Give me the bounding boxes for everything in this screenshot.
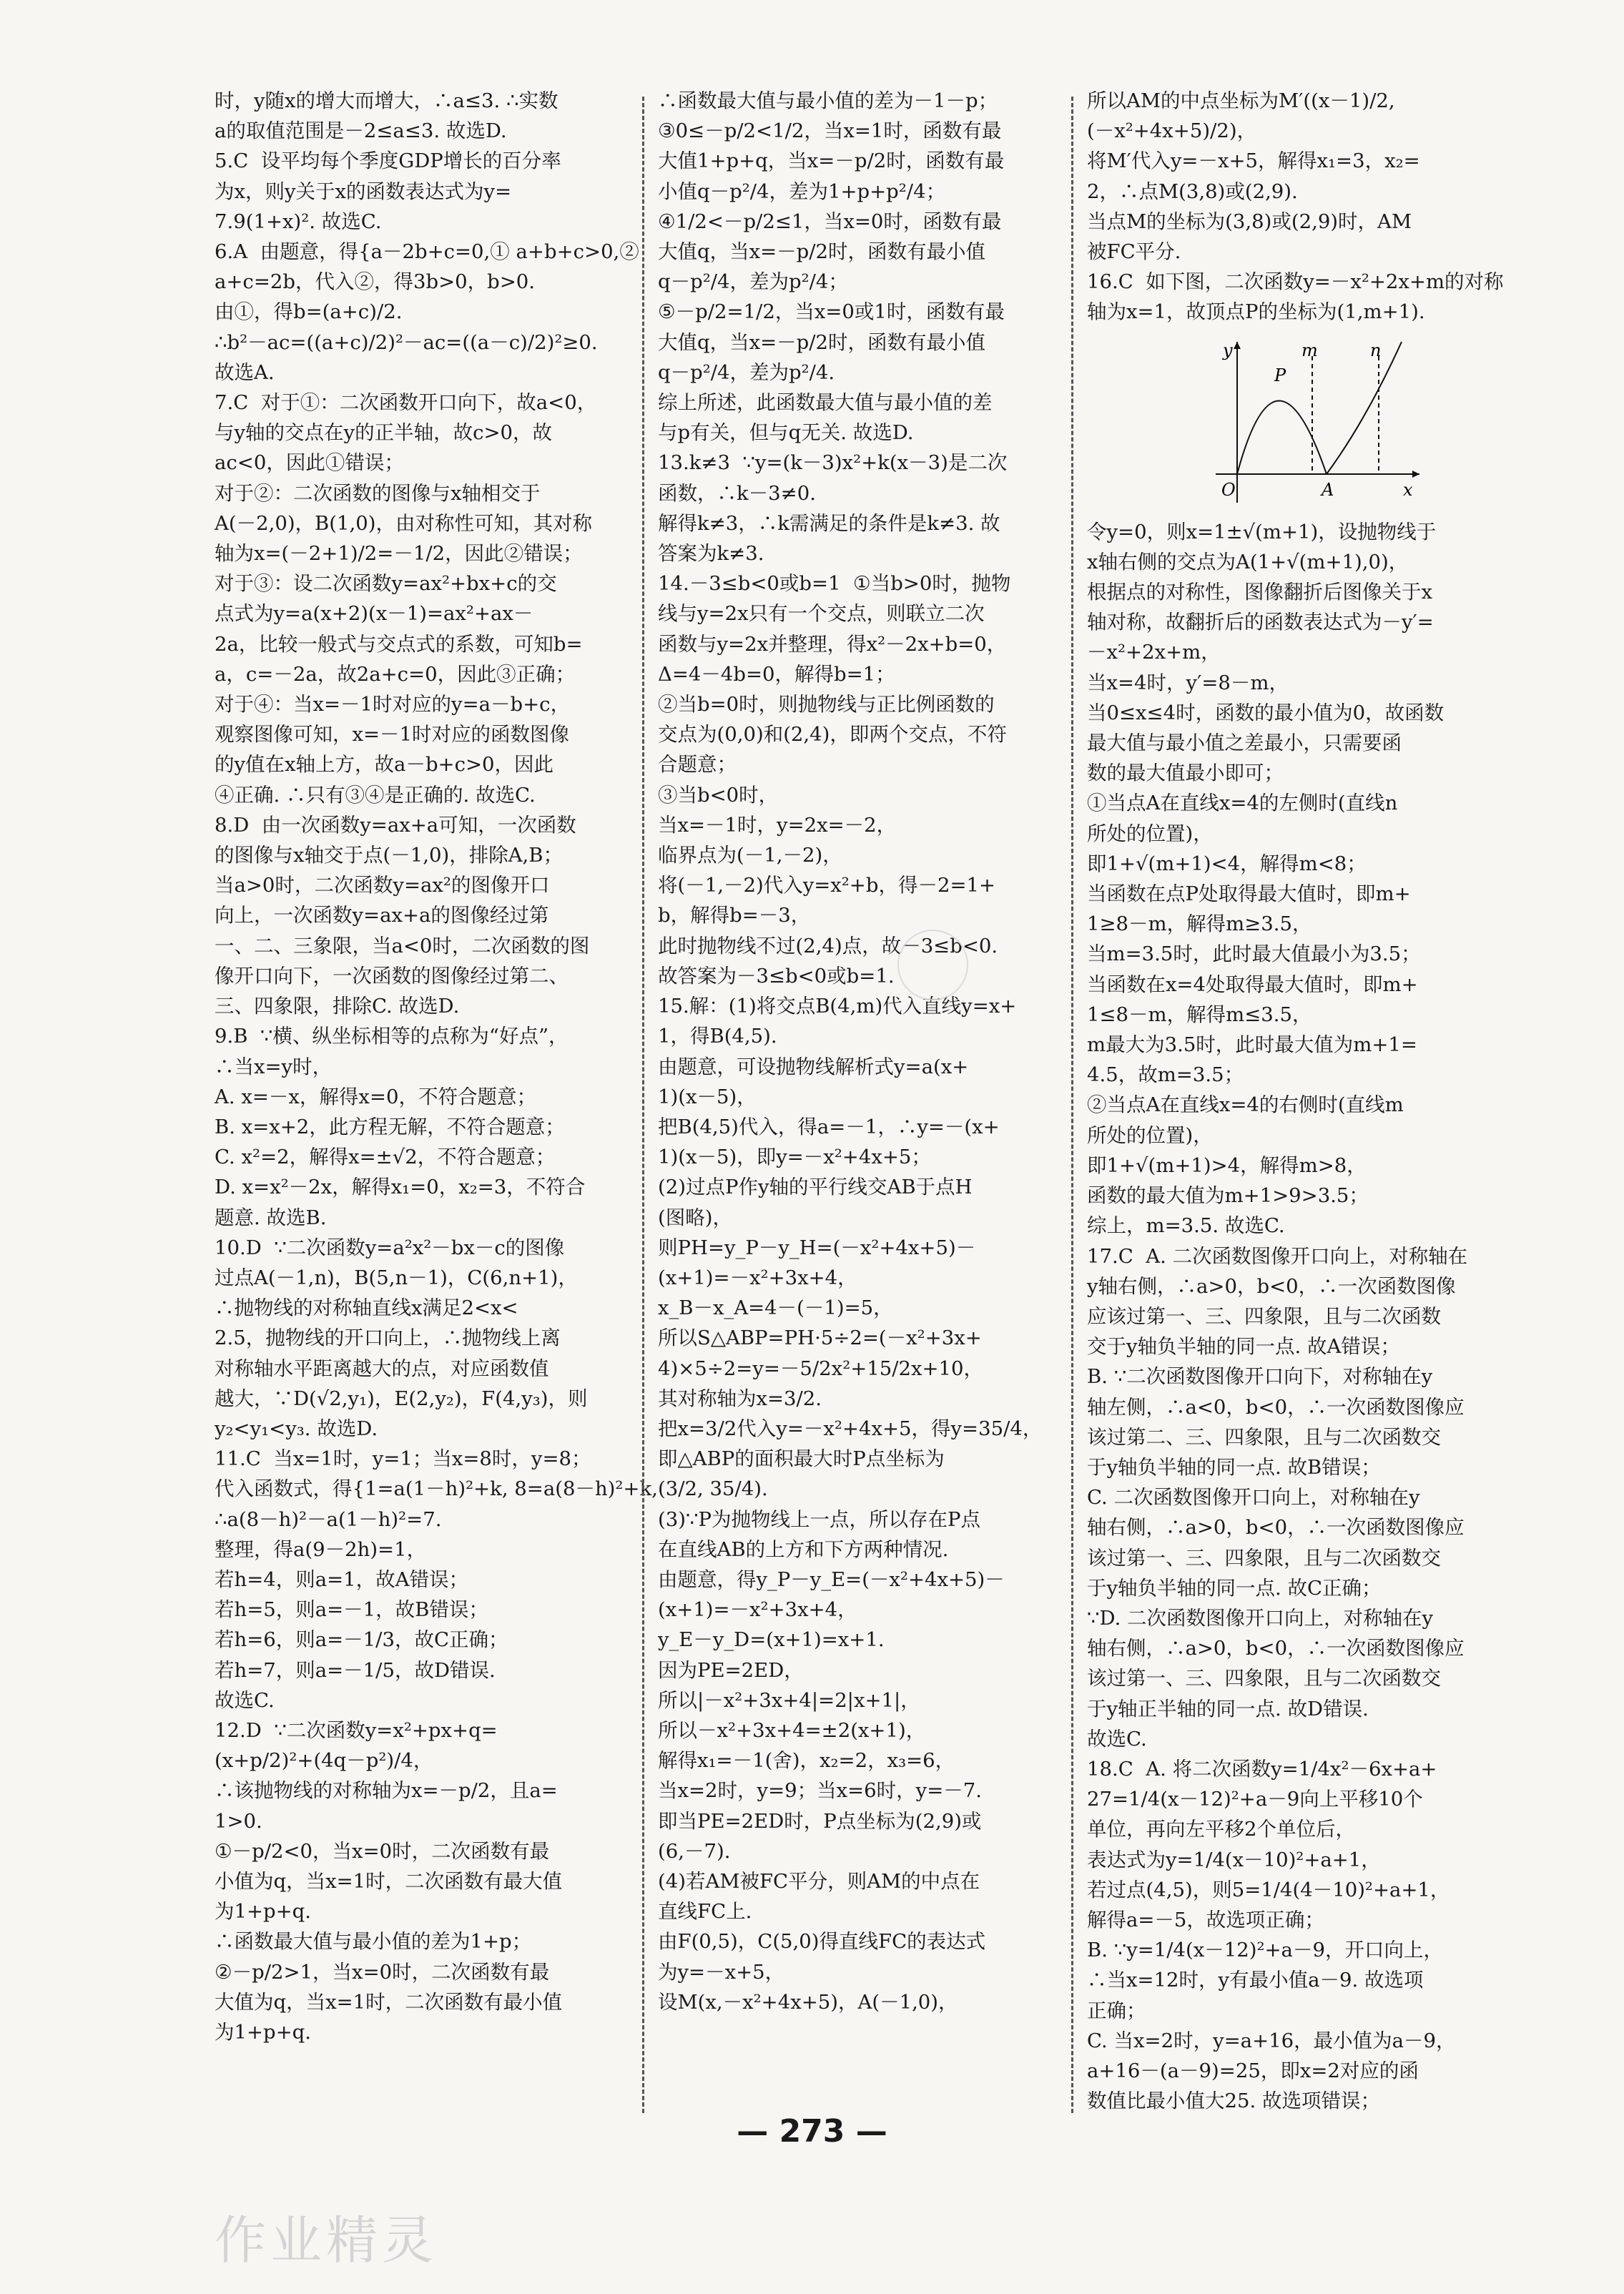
text-line: 被FC平分. bbox=[1087, 240, 1181, 264]
text-line: C. 二次函数图像开口向上，对称轴在y bbox=[1087, 1486, 1420, 1510]
text-line: 为1+p+q. bbox=[215, 1900, 312, 1924]
parabola-curve bbox=[1237, 400, 1327, 474]
text-line: 越大，∵D(√2,y₁)，E(2,y₂)，F(4,y₃)，则 bbox=[215, 1387, 588, 1410]
text-line: 答案为k≠3. bbox=[658, 542, 764, 566]
text-line: x轴右侧的交点为A(1+√(m+1),0)， bbox=[1087, 550, 1409, 574]
text-line: 轴为x=1，故顶点P的坐标为(1,m+1). bbox=[1087, 300, 1425, 324]
column-divider bbox=[1071, 97, 1073, 2113]
text-line: 1)(x－5)， bbox=[658, 1085, 757, 1108]
text-line: 像开口向下，一次函数的图像经过第二、 bbox=[215, 964, 569, 988]
text-line: －x²+2x+m， bbox=[1087, 641, 1221, 664]
text-line: 由题意，可设抛物线解析式y=a(x+ bbox=[658, 1055, 969, 1078]
text-line: 15.解：(1)将交点B(4,m)代入直线y=x+ bbox=[658, 995, 1017, 1018]
text-line: B. ∵二次函数图像开口向下，对称轴在y bbox=[1087, 1365, 1433, 1389]
right-column-bottom bbox=[1087, 517, 1487, 2117]
text-line: 即1+√(m+1)>4，解得m>8， bbox=[1087, 1153, 1367, 1177]
text-line: 一、二、三象限，当a<0时，二次函数的图 bbox=[215, 934, 590, 958]
text-line: ∴a(8－h)²－a(1－h)²=7. bbox=[215, 1507, 442, 1531]
text-line: (x+1)=－x²+3x+4， bbox=[658, 1266, 857, 1289]
text-line: 的图像与x轴交于点(－1,0)，排除A,B； bbox=[215, 844, 564, 867]
text-line: 点式为y=a(x+2)(x－1)=ax²+ax－ bbox=[215, 602, 533, 626]
text-line: a+16－(a－9)=25，即x=2对应的函 bbox=[1087, 2059, 1419, 2082]
text-line: 1>0. bbox=[215, 1809, 262, 1833]
text-line: 应该过第一、三、四象限，且与二次函数 bbox=[1087, 1304, 1441, 1328]
text-line: ∴当x=y时， bbox=[215, 1055, 333, 1078]
parabola-graph bbox=[1209, 335, 1423, 510]
text-line: 小值为q，当x=1时，二次函数有最大值 bbox=[215, 1869, 563, 1893]
line-n-label: n bbox=[1370, 340, 1382, 360]
text-line: 轴左侧，∴a<0，b<0，∴一次函数图像应 bbox=[1087, 1395, 1465, 1419]
stamp-mark bbox=[897, 930, 968, 1000]
text-line: ∴函数最大值与最小值的差为1+p； bbox=[215, 1930, 532, 1954]
text-line: 的y值在x轴上方，故a－b+c>0，因此 bbox=[215, 753, 554, 777]
text-line: 于y轴负半轴的同一点. 故B错误； bbox=[1087, 1455, 1381, 1479]
text-line: (4)若AM被FC平分，则AM的中点在 bbox=[658, 1869, 980, 1893]
text-line: 若h=6，则a=－1/3，故C正确； bbox=[215, 1628, 508, 1652]
text-line: 综上，m=3.5. 故选C. bbox=[1087, 1214, 1285, 1238]
text-line: 把B(4,5)代入，得a=－1，∴y=－(x+ bbox=[658, 1115, 1000, 1138]
text-line: ∴抛物线的对称轴直线x满足2<x< bbox=[215, 1296, 518, 1320]
text-line: 17.C A. 二次函数图像开口向上，对称轴在 bbox=[1087, 1244, 1468, 1268]
text-line: 为y=－x+5， bbox=[658, 1960, 785, 1984]
text-line: y₂<y₁<y₃. 故选D. bbox=[215, 1417, 378, 1440]
text-line: 解得x₁=－1(舍)，x₂=2，x₃=6， bbox=[658, 1749, 955, 1773]
text-line: 当x=－1时，y=2x=－2， bbox=[658, 813, 897, 837]
column-middle bbox=[658, 86, 1058, 2017]
text-line: ac<0，因此①错误； bbox=[215, 451, 404, 475]
text-line: 7.C 对于①：二次函数开口向下，故a<0， bbox=[215, 391, 597, 415]
text-line: a的取值范围是－2≤a≤3. 故选D. bbox=[215, 119, 507, 143]
text-line: 当a>0时，二次函数y=ax²的图像开口 bbox=[215, 874, 550, 897]
text-line: 在直线AB的上方和下方两种情况. bbox=[658, 1537, 949, 1561]
text-line: 若过点(4,5)，则5=1/4(4－10)²+a+1， bbox=[1087, 1878, 1450, 1901]
text-line: 为x，则y关于x的函数表达式为y= bbox=[215, 179, 512, 203]
text-line: 将(－1,－2)代入y=x²+b，得－2=1+ bbox=[658, 874, 996, 897]
text-line: 27=1/4(x－12)²+a－9向上平移10个 bbox=[1087, 1788, 1423, 1811]
text-line: 由题意，得y_P－y_E=(－x²+4x+5)－ bbox=[658, 1567, 1005, 1591]
text-line: ∴该抛物线的对称轴为x=－p/2，且a= bbox=[215, 1779, 558, 1803]
text-line: ②当b=0时，则抛物线与正比例函数的 bbox=[658, 693, 995, 717]
text-line: A(－2,0)，B(1,0)，由对称性可知，其对称 bbox=[215, 511, 592, 535]
text-line: a+c=2b，代入②，得3b>0，b>0. bbox=[215, 270, 536, 294]
text-line: 所以S△ABP=PH·5÷2=(－x²+3x+ bbox=[658, 1326, 982, 1350]
text-line: 根据点的对称性，图像翻折后图像关于x bbox=[1087, 581, 1433, 604]
text-line: 1≤8－m，解得m≤3.5， bbox=[1087, 1003, 1312, 1026]
x-axis-arrow bbox=[1412, 471, 1419, 478]
text-line: 对于③：设二次函数y=ax²+bx+c的交 bbox=[215, 572, 557, 596]
x-axis-label: x bbox=[1403, 479, 1413, 500]
text-line: 解得k≠3，∴k需满足的条件是k≠3. 故 bbox=[658, 511, 1000, 535]
text-line: 所以－x²+3x+4=±2(x+1)， bbox=[658, 1718, 926, 1742]
text-line: 该过第一、三、四象限，且与二次函数交 bbox=[1087, 1667, 1441, 1690]
text-line: 因为PE=2ED， bbox=[658, 1658, 804, 1682]
text-line: C. x²=2，解得x=±√2，不符合题意； bbox=[215, 1146, 556, 1169]
text-line: ①－p/2<0，当x=0时，二次函数有最 bbox=[215, 1839, 550, 1863]
text-line: (图略)， bbox=[658, 1206, 732, 1229]
text-line: 4)×5÷2=y=－5/2x²+15/2x+10， bbox=[658, 1357, 984, 1380]
text-line: (x+1)=－x²+3x+4， bbox=[658, 1598, 857, 1622]
text-line: 故选C. bbox=[215, 1688, 275, 1712]
column-right bbox=[1087, 86, 1504, 2116]
text-line: 直线FC上. bbox=[658, 1900, 752, 1924]
text-line: 1≥8－m，解得m≥3.5， bbox=[1087, 912, 1312, 936]
text-line: y轴右侧，∴a>0，b<0，∴一次函数图像 bbox=[1087, 1274, 1456, 1298]
text-line: 当点M的坐标为(3,8)或(2,9)时，AM bbox=[1087, 210, 1412, 233]
text-line: D. x=x²－2x，解得x₁=0，x₂=3，不符合 bbox=[215, 1176, 586, 1199]
text-line: q－p²/4，差为p²/4. bbox=[658, 360, 835, 384]
text-line: 若h=5，则a=－1，故B错误； bbox=[215, 1598, 488, 1622]
text-line: 2.5，抛物线的开口向上，∴抛物线上离 bbox=[215, 1326, 561, 1350]
text-line: ①当点A在直线x=4的左侧时(直线n bbox=[1087, 792, 1398, 815]
text-line: 最大值与最小值之差最小，只需要函 bbox=[1087, 732, 1402, 755]
text-line: ②当点A在直线x=4的右侧时(直线m bbox=[1087, 1093, 1404, 1117]
column-divider bbox=[642, 97, 644, 2113]
text-line: 大值为q，当x=1时，二次函数有最小值 bbox=[215, 1990, 563, 2014]
text-line: 为1+p+q. bbox=[215, 2021, 312, 2044]
text-line: 与p有关，但与q无关. 故选D. bbox=[658, 421, 914, 445]
text-line: 时，y随x的增大而增大，∴a≤3. ∴实数 bbox=[215, 89, 558, 112]
text-line: 所处的位置)， bbox=[1087, 1123, 1213, 1147]
text-line: 轴右侧，∴a>0，b<0，∴一次函数图像应 bbox=[1087, 1516, 1465, 1540]
text-line: (3/2, 35/4). bbox=[658, 1477, 768, 1501]
text-line: 18.C A. 将二次函数y=1/4x²－6x+a+ bbox=[1087, 1757, 1437, 1781]
text-line: 11.C 当x=1时，y=1；当x=8时，y=8； bbox=[215, 1447, 591, 1471]
text-line: 即△ABP的面积最大时P点坐标为 bbox=[658, 1447, 945, 1471]
point-a-label: A bbox=[1322, 479, 1334, 500]
text-line: B. x=x+2，此方程无解，不符合题意； bbox=[215, 1115, 565, 1138]
text-line: x_B－x_A=4－(－1)=5， bbox=[658, 1296, 893, 1320]
line-m-label: m bbox=[1301, 340, 1318, 360]
text-line: 对称轴水平距离越大的点，对应函数值 bbox=[215, 1357, 549, 1380]
text-line: 临界点为(－1,－2)， bbox=[658, 844, 842, 867]
text-line: 数值比最小值大25. 故选项错误； bbox=[1087, 2089, 1380, 2113]
text-line: 2a，比较一般式与交点式的系数，可知b= bbox=[215, 632, 583, 656]
page-number: — 273 — bbox=[737, 2113, 887, 2150]
text-line: 把x=3/2代入y=－x²+4x+5，得y=35/4， bbox=[658, 1417, 1043, 1440]
text-line: 向上，一次函数y=ax+a的图像经过第 bbox=[215, 904, 549, 927]
text-line: ∴b²－ac=((a+c)/2)²－ac=((a－c)/2)²≥0. bbox=[215, 330, 598, 354]
text-line: 1)(x－5)，即y=－x²+4x+5； bbox=[658, 1146, 931, 1169]
text-line: 交于y轴负半轴的同一点. 故A错误； bbox=[1087, 1335, 1400, 1359]
watermark: 作业精灵 bbox=[215, 2210, 438, 2270]
text-line: 令y=0，则x=1±√(m+1)，设抛物线于 bbox=[1087, 520, 1437, 543]
text-line: Δ=4－4b=0，解得b=1； bbox=[658, 662, 895, 686]
text-line: 若h=4，则a=1，故A错误； bbox=[215, 1567, 469, 1591]
right-column-top bbox=[1087, 86, 1504, 328]
text-line: ③当b<0时， bbox=[658, 783, 779, 807]
text-line: 大值1+p+q，当x=－p/2时，函数有最 bbox=[658, 149, 1005, 173]
text-line: (2)过点P作y轴的平行线交AB于点H bbox=[658, 1176, 973, 1199]
text-line: 7.9(1+x)². 故选C. bbox=[215, 210, 382, 233]
text-line: ∴函数最大值与最小值的差为－1－p； bbox=[658, 89, 998, 112]
text-line: 4.5，故m=3.5； bbox=[1087, 1063, 1244, 1087]
text-line: A. x=－x，解得x=0，不符合题意； bbox=[215, 1085, 536, 1108]
text-line: ④正确. ∴只有③④是正确的. 故选C. bbox=[215, 783, 536, 807]
text-line: 由①，得b=(a+c)/2. bbox=[215, 300, 403, 324]
text-line: 题意. 故选B. bbox=[215, 1206, 327, 1229]
text-line: m最大为3.5时，此时最大值为m+1= bbox=[1087, 1033, 1417, 1057]
text-line: (－x²+4x+5)/2)， bbox=[1087, 119, 1257, 143]
text-line: 于y轴正半轴的同一点. 故D错误. bbox=[1087, 1697, 1369, 1720]
y-axis-label: y bbox=[1223, 340, 1233, 360]
text-line: ②－p/2>1，当x=0时，二次函数有最 bbox=[215, 1960, 550, 1984]
text-line: 函数，∴k－3≠0. bbox=[658, 481, 816, 505]
text-line: 表达式为y=1/4(x－10)²+a+1， bbox=[1087, 1848, 1381, 1871]
text-line: 轴对称，故翻折后的函数表达式为－y′= bbox=[1087, 611, 1434, 634]
text-line: 三、四象限，排除C. 故选D. bbox=[215, 995, 460, 1018]
column-left bbox=[215, 86, 658, 2047]
text-line: (x+p/2)²+(4q－p²)/4， bbox=[215, 1749, 433, 1773]
text-line: 该过第一、三、四象限，且与二次函数交 bbox=[1087, 1546, 1441, 1570]
text-line: 对于②：二次函数的图像与x轴相交于 bbox=[215, 481, 541, 505]
text-line: 由F(0,5)，C(5,0)得直线FC的表达式 bbox=[658, 1930, 986, 1954]
text-line: 12.D ∵二次函数y=x²+px+q= bbox=[215, 1718, 498, 1742]
text-line: 过点A(－1,n)，B(5,n－1)，C(6,n+1)， bbox=[215, 1266, 578, 1289]
text-line: 整理，得a(9－2h)=1， bbox=[215, 1537, 427, 1561]
text-line: 若h=7，则a=－1/5，故D错误. bbox=[215, 1658, 496, 1682]
text-line: C. 当x=2时，y=a+16，最小值为a－9， bbox=[1087, 2029, 1456, 2052]
text-line: 13.k≠3 ∵y=(k－3)x²+k(x－3)是二次 bbox=[658, 451, 1008, 475]
text-line: 大值q，当x=－p/2时，函数有最小值 bbox=[658, 330, 986, 354]
text-line: 1，得B(4,5). bbox=[658, 1025, 777, 1048]
text-line: 16.C 如下图，二次函数y=－x²+2x+m的对称 bbox=[1087, 270, 1504, 294]
text-line: 函数与y=2x并整理，得x²－2x+b=0， bbox=[658, 632, 1007, 656]
reflected-curve bbox=[1327, 342, 1402, 474]
text-line: 6.A 由题意，得{a－2b+c=0,① a+b+c>0,② bbox=[215, 240, 639, 264]
text-line: 5.C 设平均每个季度GDP增长的百分率 bbox=[215, 149, 561, 173]
text-line: 14.－3≤b<0或b=1 ①当b>0时，抛物 bbox=[658, 572, 1011, 596]
point-p-label: P bbox=[1274, 365, 1286, 385]
text-line: B. ∵y=1/4(x－12)²+a－9，开口向上， bbox=[1087, 1939, 1443, 1962]
text-line: ∴当x=12时，y有最小值a－9. 故选项 bbox=[1087, 1969, 1424, 1992]
text-line: ③0≤－p/2<1/2，当x=1时，函数有最 bbox=[658, 119, 1002, 143]
text-line: 当m=3.5时，此时最大值最小为3.5； bbox=[1087, 942, 1421, 966]
text-line: 则PH=y_P－y_H=(－x²+4x+5)－ bbox=[658, 1236, 976, 1259]
text-line: 观察图像可知，x=－1时对应的函数图像 bbox=[215, 723, 570, 747]
text-line: 所以AM的中点坐标为M′((x－1)/2, bbox=[1087, 89, 1395, 112]
text-line: 代入函数式，得{1=a(1－h)²+k, 8=a(8－h)²+k, bbox=[215, 1477, 658, 1501]
text-line: 10.D ∵二次函数y=a²x²－bx－c的图像 bbox=[215, 1236, 565, 1259]
text-line: 此时抛物线不过(2,4)点，故－3≤b<0. bbox=[658, 934, 998, 958]
text-line: q－p²/4，差为p²/4； bbox=[658, 270, 848, 294]
text-line: 当x=4时，y′=8－m， bbox=[1087, 671, 1289, 694]
text-line: 正确； bbox=[1087, 1999, 1146, 2022]
text-line: (6,－7). bbox=[658, 1839, 731, 1863]
text-line: 函数的最大值为m+1>9>3.5； bbox=[1087, 1184, 1369, 1208]
text-line: ④1/2<－p/2≤1，当x=0时，函数有最 bbox=[658, 210, 1002, 233]
text-line: 将M′代入y=－x+5，解得x₁=3，x₂= bbox=[1087, 149, 1420, 173]
text-line: 单位，再向左平移2个单位后， bbox=[1087, 1818, 1355, 1841]
text-line: 设M(x,－x²+4x+5)，A(－1,0)， bbox=[658, 1990, 958, 2014]
text-line: ∵D. 二次函数图像开口向上，对称轴在y bbox=[1087, 1606, 1434, 1630]
text-line: 数的最大值最小即可； bbox=[1087, 762, 1284, 785]
text-line: 小值q－p²/4，差为1+p+p²/4； bbox=[658, 179, 946, 203]
text-line: 当x=2时，y=9；当x=6时，y=－7. bbox=[658, 1779, 982, 1803]
text-line: 所处的位置)， bbox=[1087, 822, 1213, 845]
text-line: ⑤－p/2=1/2，当x=0或1时，函数有最 bbox=[658, 300, 1005, 324]
text-line: 线与y=2x只有一个交点，则联立二次 bbox=[658, 602, 985, 626]
text-line: 轴为x=(－2+1)/2=－1/2，因此②错误； bbox=[215, 542, 583, 566]
text-line: 合题意； bbox=[658, 753, 737, 777]
text-line: y_E－y_D=(x+1)=x+1. bbox=[658, 1628, 885, 1652]
text-line: 大值q，当x=－p/2时，函数有最小值 bbox=[658, 240, 986, 264]
text-line: 解得a=－5，故选项正确； bbox=[1087, 1908, 1324, 1931]
text-line: 当函数在点P处取得最大值时，即m+ bbox=[1087, 882, 1411, 906]
text-line: 与y轴的交点在y的正半轴，故c>0，故 bbox=[215, 421, 553, 445]
text-line: 其对称轴为x=3/2. bbox=[658, 1387, 822, 1410]
text-line: 所以|－x²+3x+4|=2|x+1|， bbox=[658, 1688, 920, 1712]
text-line: 8.D 由一次函数y=ax+a可知，一次函数 bbox=[215, 813, 576, 837]
text-line: 2，∴点M(3,8)或(2,9). bbox=[1087, 179, 1298, 203]
text-line: 即当PE=2ED时，P点坐标为(2,9)或 bbox=[658, 1809, 982, 1833]
text-line: 轴右侧，∴a>0，b<0，∴一次函数图像应 bbox=[1087, 1637, 1465, 1660]
text-line: (3)∵P为抛物线上一点，所以存在P点 bbox=[658, 1507, 980, 1531]
text-line: 交点为(0,0)和(2,4)，即两个交点，不符 bbox=[658, 723, 1007, 747]
text-line: 于y轴负半轴的同一点. 故C正确； bbox=[1087, 1576, 1382, 1600]
text-line: 该过第二、三、四象限，且与二次函数交 bbox=[1087, 1425, 1441, 1449]
text-line: 当函数在x=4处取得最大值时，即m+ bbox=[1087, 973, 1418, 996]
text-line: 当0≤x≤4时，函数的最小值为0，故函数 bbox=[1087, 701, 1445, 724]
text-line: a，c=－2a，故2a+c=0，因此③正确； bbox=[215, 662, 576, 686]
text-line: 即1+√(m+1)<4，解得m<8； bbox=[1087, 852, 1367, 875]
text-line: 对于④：当x=－1时对应的y=a－b+c， bbox=[215, 693, 571, 717]
y-axis-arrow bbox=[1234, 342, 1241, 349]
text-line: 9.B ∵横、纵坐标相等的点称为“好点”， bbox=[215, 1025, 569, 1048]
origin-label: O bbox=[1221, 479, 1236, 500]
text-line: 故答案为－3≤b<0或b=1. bbox=[658, 964, 895, 988]
text-line: 故选A. bbox=[215, 360, 275, 384]
text-line: 综上所述，此函数最大值与最小值的差 bbox=[658, 391, 993, 415]
text-line: b，解得b=－3， bbox=[658, 904, 811, 927]
text-line: 故选C. bbox=[1087, 1727, 1147, 1751]
